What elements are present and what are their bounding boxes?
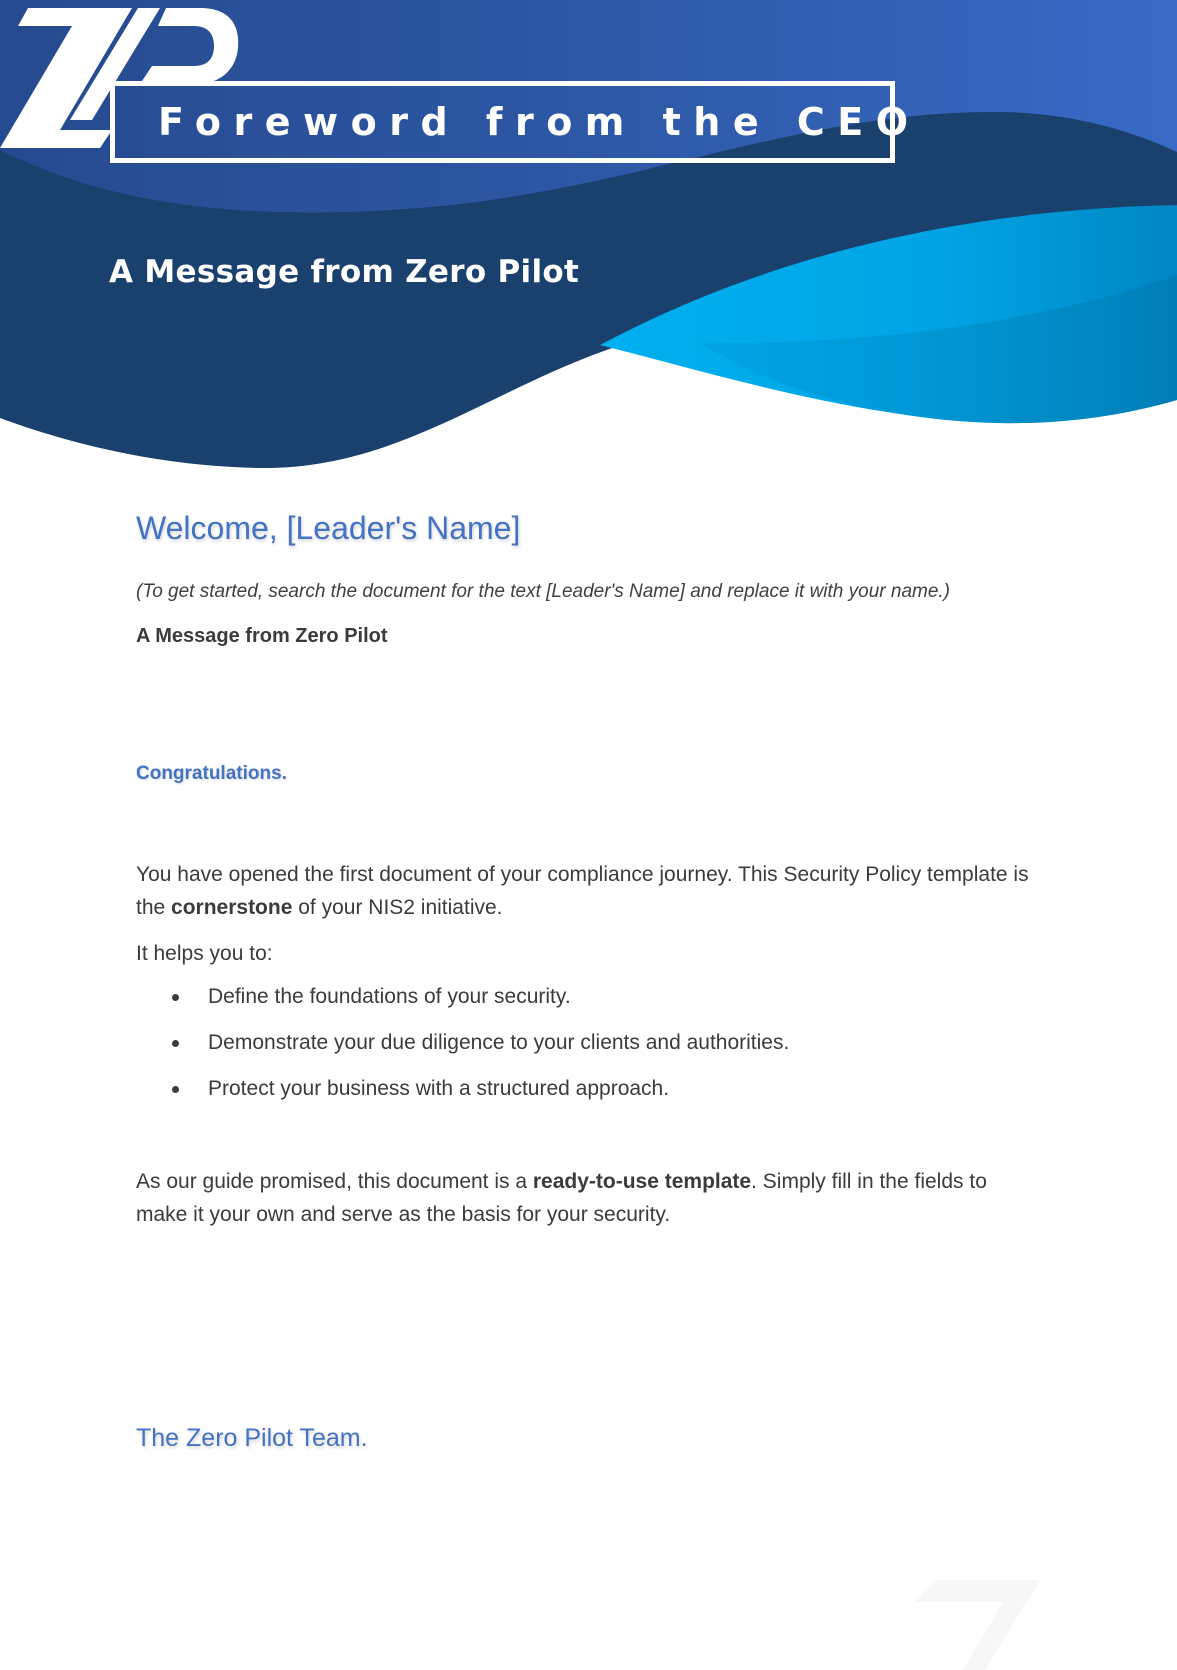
message-label: A Message from Zero Pilot: [136, 625, 388, 647]
instruction-text: (To get started, search the document for the text [Leader's Name] and replace it with your name.): [136, 581, 951, 602]
welcome-heading: Welcome, [Leader's Name]: [136, 510, 521, 546]
congratulations-heading: Congratulations.: [136, 763, 287, 784]
template-paragraph: [136, 1165, 1036, 1231]
template-text-end: . Simply fill in the fields to make it your own and serve as the basis for your security.: [136, 1170, 987, 1226]
bullet-icon: [172, 994, 179, 1001]
benefits-list: [136, 980, 789, 1118]
intro-bold-text: cornerstone: [171, 896, 293, 919]
header-banner: [0, 0, 1177, 480]
intro-text: You have opened the first document of your compliance journey. This Security Policy template is the: [136, 863, 1029, 919]
template-text: As our guide promised, this document is a: [136, 1170, 533, 1193]
list-item-text: Define the foundations of your security.: [208, 985, 571, 1008]
bullet-icon: [172, 1040, 179, 1047]
intro-text-end: of your NIS2 initiative.: [292, 896, 503, 919]
page-title: Foreword from the CEO: [158, 100, 921, 144]
helps-intro: It helps you to:: [136, 942, 273, 965]
bullet-icon: [172, 1086, 179, 1093]
list-item-text: Demonstrate your due diligence to your clients and authorities.: [208, 1031, 790, 1054]
signature: The Zero Pilot Team.: [136, 1424, 368, 1452]
list-item: [136, 1026, 789, 1072]
list-item-text: Protect your business with a structured approach.: [208, 1077, 670, 1100]
list-item: [136, 1072, 789, 1118]
intro-paragraph: [136, 858, 1036, 924]
list-item: [136, 980, 789, 1026]
zp-logo-icon: [0, 0, 240, 150]
template-bold-text: ready-to-use template: [532, 1170, 752, 1193]
watermark-logo-icon: [915, 1580, 1145, 1670]
header-subtitle: A Message from Zero Pilot: [109, 254, 580, 290]
